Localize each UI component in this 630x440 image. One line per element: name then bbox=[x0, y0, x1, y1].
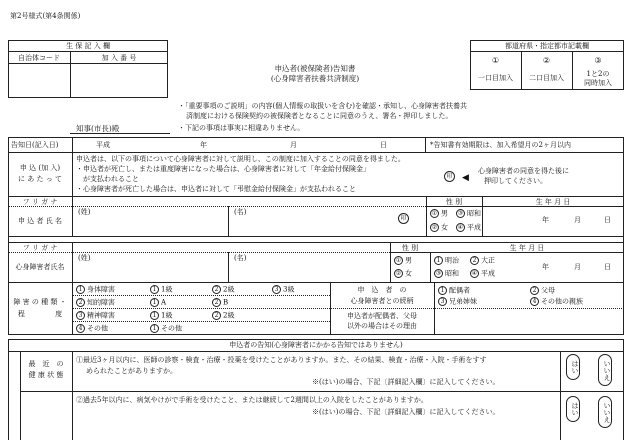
disabled-dob-label: 生 年 月 日 bbox=[509, 244, 545, 252]
pref-col-3-number: ③ bbox=[594, 56, 602, 65]
consent-label-2: に あ た っ て bbox=[18, 175, 62, 183]
consent-seal-note-2: 押印してください。 bbox=[484, 177, 547, 185]
municipality-code-label: 自治体コード bbox=[18, 54, 60, 62]
mental-grade-2[interactable]: 2 2級 bbox=[212, 311, 234, 320]
applicant-sex-female[interactable]: ② 女 bbox=[431, 223, 448, 232]
disability-mental[interactable]: 3 精神障害 bbox=[76, 311, 115, 320]
relation-siblings[interactable]: 3 兄弟姉妹 bbox=[438, 297, 477, 306]
disabled-era-showa[interactable]: ③ 昭和 bbox=[435, 269, 459, 278]
disabled-surname-label: (姓) bbox=[78, 254, 91, 262]
applicant-era-showa[interactable]: ③ 昭和 bbox=[457, 209, 481, 218]
consent-seal-note-1: 心身障害者の同意を得た後に bbox=[478, 167, 569, 175]
date-era: 平成 bbox=[96, 141, 110, 149]
pref-col-1-number: ① bbox=[491, 56, 500, 65]
relation-other-relative[interactable]: 4 その他の親族 bbox=[530, 297, 583, 306]
membership-number-label: 加 入 番 号 bbox=[101, 54, 137, 62]
relationship-reason-label-2: 以外の場合はその理由 bbox=[347, 322, 417, 330]
relation-parents[interactable]: 2 父母 bbox=[530, 286, 555, 295]
disabled-surname-field[interactable] bbox=[74, 262, 226, 280]
physical-grade-3[interactable]: 3 3級 bbox=[272, 285, 294, 294]
disabled-name-label: 心身障害者氏名 bbox=[15, 263, 65, 271]
q1-no-option[interactable]: いいえ bbox=[598, 354, 612, 386]
applicant-surname-field[interactable] bbox=[74, 216, 226, 234]
prefecture-box-title: 都道府県・指定都市記載欄 bbox=[505, 42, 589, 50]
notice-line-1: ・「重要事項のご説明」の内容(個人情報の取扱いを含む)を確認・承知し、心身障害者扶養共 bbox=[178, 102, 467, 110]
disability-type-label-1: 障 害 の 種 類 ・ bbox=[13, 298, 67, 306]
applicant-era-heisei[interactable]: ④ 平成 bbox=[457, 223, 481, 232]
intellectual-grade-a[interactable]: 1 A bbox=[150, 298, 166, 307]
health-question-1-line-2: められたことがありますか。 bbox=[86, 367, 177, 375]
disabled-era-heisei[interactable]: ④ 平成 bbox=[471, 269, 495, 278]
disability-physical[interactable]: 1 身体障害 bbox=[76, 285, 115, 294]
disabled-given-label: (名) bbox=[234, 254, 247, 262]
addressee-governor: 知事(市長)殿 bbox=[76, 124, 120, 133]
applicant-seal-mark[interactable]: 印 bbox=[398, 213, 409, 224]
disability-other[interactable]: 4 その他 bbox=[76, 324, 108, 333]
simultaneous-label-1: 1と2の bbox=[586, 70, 610, 78]
disabled-sex-male[interactable]: ① 男 bbox=[395, 256, 412, 265]
intellectual-grade-b[interactable]: 2 B bbox=[212, 298, 228, 307]
q1-yes-option[interactable]: はい bbox=[566, 354, 580, 380]
municipality-code-field[interactable] bbox=[9, 64, 69, 97]
membership-number-field[interactable] bbox=[71, 64, 167, 97]
pref-col-2-number: ② bbox=[542, 56, 551, 65]
disability-intellectual[interactable]: 2 知的障害 bbox=[76, 298, 115, 307]
applicant-sex-label: 性 別 bbox=[445, 198, 463, 206]
q2-no-option[interactable]: いいえ bbox=[598, 396, 612, 428]
applicant-dob-month-unit: 月 bbox=[574, 216, 581, 224]
disabled-dob-year-unit: 年 bbox=[542, 263, 549, 271]
relationship-label-1: 申 込 者 の bbox=[357, 286, 407, 294]
simultaneous-label-2: 同時加入 bbox=[584, 79, 612, 87]
notice-date-field[interactable] bbox=[110, 139, 420, 151]
mental-grade-1[interactable]: 1 1級 bbox=[150, 311, 172, 320]
applicant-sex-male[interactable]: ① 男 bbox=[431, 209, 448, 218]
relationship-reason-label-1: 申込者が配偶者、父母 bbox=[347, 312, 417, 320]
consent-text-1: 申込者は、以下の事項について心身障害者に対して説明し、この制度に加入することの同意を得ました。 bbox=[76, 155, 405, 163]
health-question-2-line-1: ②過去5年以内に、病気やけがで手術を受けたこと、または継続して2週間以上の入院をしたことがありますか。 bbox=[76, 396, 428, 404]
applicant-surname-label: (姓) bbox=[78, 208, 91, 216]
validity-note: *告知書有効期限は、加入希望月の2ヶ月以内 bbox=[430, 141, 571, 149]
arrow-left-icon: ◀ bbox=[462, 173, 469, 183]
applicant-given-field[interactable] bbox=[230, 216, 390, 234]
health-question-1-line-1: ①最近3ヶ月以内に、医師の診察・検査・治療・投薬を受けたことがありますか。また、その結果、検査・治療・入院・手術をすす bbox=[76, 356, 487, 364]
health-question-2-note: ※(はい)の場合、下記〔詳細記入欄〕に記入してください。 bbox=[312, 408, 500, 416]
physical-grade-1[interactable]: 1 1級 bbox=[150, 285, 172, 294]
consent-label-1: 申 込 (加 入) bbox=[19, 164, 61, 172]
consent-text-2: ・申込者が死亡し、または重度障害になった場合は、心身障害者に対して「年金給付保険金」 bbox=[76, 165, 370, 173]
applicant-dob-year-unit: 年 bbox=[542, 216, 549, 224]
applicant-dob-label: 生 年 月 日 bbox=[535, 198, 571, 206]
document-subtitle: (心身障害者扶養共済制度) bbox=[270, 74, 360, 83]
health-label-2: 健 康 状 態 bbox=[28, 371, 64, 379]
disability-type-label-2: 程 度 bbox=[17, 310, 63, 318]
document-title: 申込者(被保険者)告知書 bbox=[274, 64, 356, 73]
applicant-furigana-label: フ リ ガ ナ bbox=[22, 198, 58, 206]
notice-line-2: ・下記の事項は事実に相違ありません。 bbox=[178, 124, 305, 132]
disabled-furigana-field[interactable] bbox=[74, 243, 388, 252]
disabled-dob-day-unit: 日 bbox=[604, 263, 611, 271]
disabled-sex-label: 性 別 bbox=[401, 244, 419, 252]
form-number: 第2号様式(第4条関係) bbox=[10, 12, 81, 20]
applicant-dob-day-unit: 日 bbox=[604, 216, 611, 224]
relationship-label-2: 心身障害者との続柄 bbox=[350, 297, 414, 305]
health-label-1: 最 近 の bbox=[28, 360, 64, 368]
date-day-unit: 日 bbox=[380, 141, 387, 149]
applicant-name-label: 申 込 者 氏 名 bbox=[18, 217, 62, 225]
notice-line-1b: 済制度における保険契約の被保険者となることに同意のうえ、署名・押印しました。 bbox=[186, 112, 453, 120]
disabled-dob-month-unit: 月 bbox=[574, 263, 581, 271]
disabled-given-field[interactable] bbox=[230, 262, 388, 280]
other-grade[interactable]: 1 その他 bbox=[150, 324, 182, 333]
disabled-sex-female[interactable]: ② 女 bbox=[395, 269, 412, 278]
health-question-1-note: ※(はい)の場合、下記〔詳細記入欄〕に記入してください。 bbox=[312, 378, 500, 386]
health-section-frame bbox=[8, 339, 624, 440]
consent-text-3: が支払われること bbox=[76, 175, 139, 183]
disabled-furigana-label: フ リ ガ ナ bbox=[22, 244, 58, 252]
relationship-reason-field[interactable] bbox=[436, 310, 622, 334]
notice-date-label: 告知日(記入日) bbox=[11, 141, 59, 149]
health-section-header: 申込者の告知(心身障害者にかかる告知ではありません) bbox=[229, 341, 403, 349]
applicant-given-label: (名) bbox=[234, 208, 247, 216]
consent-text-4: ・心身障害者が死亡した場合は、申込者に対して「弔慰金給付保険金」が支払われること bbox=[76, 185, 356, 193]
disabled-era-meiji[interactable]: 1 明治 bbox=[434, 256, 459, 265]
applicant-furigana-field[interactable] bbox=[74, 197, 424, 206]
consent-seal-mark[interactable]: 印 bbox=[444, 171, 455, 182]
disabled-era-taisho[interactable]: 2 大正 bbox=[470, 256, 495, 265]
second-unit-label: 二口目加入 bbox=[529, 74, 564, 82]
date-year-unit: 年 bbox=[200, 141, 207, 149]
insurer-box-title: 生 保 記 入 欄 bbox=[66, 42, 110, 50]
q2-yes-option[interactable]: はい bbox=[566, 396, 580, 422]
physical-grade-2[interactable]: 2 2級 bbox=[212, 285, 234, 294]
date-month-unit: 月 bbox=[290, 141, 297, 149]
relation-spouse[interactable]: 1 配偶者 bbox=[438, 286, 470, 295]
first-unit-label: 一口目加入 bbox=[478, 74, 513, 82]
